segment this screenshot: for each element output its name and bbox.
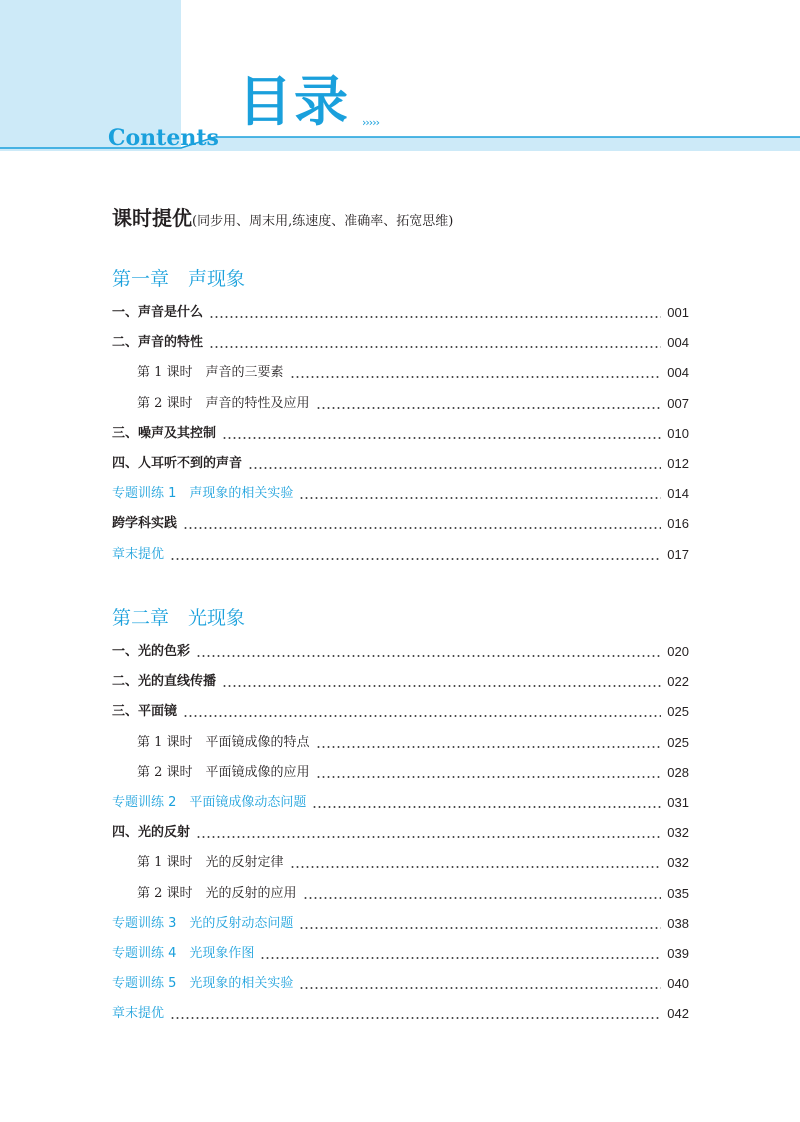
dot-leader <box>170 558 661 560</box>
dot-leader <box>248 467 661 469</box>
toc-entry[interactable] <box>137 850 689 872</box>
toc-page-number: 022 <box>667 674 689 690</box>
chapter-heading: 第二章 光现象 <box>112 607 246 629</box>
dot-leader <box>209 346 661 348</box>
toc-page-number: 025 <box>667 734 689 750</box>
toc-entry-label: 二、声音的特性 <box>112 335 204 351</box>
contents-label: Contents <box>108 125 219 151</box>
dot-leader <box>303 897 662 899</box>
toc-entry-label: 第 2 课时 平面镜成像的应用 <box>137 764 310 780</box>
toc-entry-label: 章末提优 <box>112 1006 165 1022</box>
toc-page-number: 012 <box>667 456 689 471</box>
toc-entry[interactable] <box>112 481 689 503</box>
dot-leader <box>316 407 662 409</box>
dot-leader <box>222 437 661 439</box>
toc-entry[interactable] <box>137 730 689 752</box>
toc-page-number: 042 <box>667 1006 689 1022</box>
dot-leader <box>299 987 661 989</box>
toc-entry-label: 第 1 课时 光的反射定律 <box>137 855 284 871</box>
toc-entry[interactable] <box>112 669 689 691</box>
toc-page-number: 004 <box>667 365 689 381</box>
toc-entry-label: 二、光的直线传播 <box>112 674 217 690</box>
toc-entry[interactable] <box>112 941 689 963</box>
toc-entry-label: 一、声音是什么 <box>112 305 204 320</box>
toc-entry[interactable] <box>112 1001 689 1023</box>
toc-entry-label: 四、光的反射 <box>112 825 191 841</box>
dot-leader <box>290 866 662 868</box>
toc-page-number: 001 <box>667 305 689 320</box>
toc-entry-label: 第 1 课时 平面镜成像的特点 <box>137 734 310 750</box>
toc-page-number: 016 <box>667 516 689 532</box>
dot-leader <box>290 376 662 378</box>
section-title-text: 课时提优 <box>112 206 192 230</box>
toc-page-number: 025 <box>667 704 689 720</box>
section-title <box>112 204 453 236</box>
dot-leader <box>196 655 661 657</box>
toc-entry-label: 第 2 课时 光的反射的应用 <box>137 885 297 901</box>
toc-entry-label: 第 1 课时 声音的三要素 <box>137 365 284 381</box>
toc-entry[interactable] <box>137 881 689 903</box>
toc-entry[interactable] <box>112 330 689 352</box>
toc-entry[interactable] <box>112 699 689 721</box>
toc-entry[interactable] <box>137 760 689 782</box>
toc-entry-label: 三、噪声及其控制 <box>112 425 217 441</box>
toc-entry[interactable] <box>112 511 689 533</box>
toc-page-number: 004 <box>667 335 689 351</box>
toc-page-number: 028 <box>667 764 689 780</box>
dot-leader <box>222 685 661 687</box>
toc-entry[interactable] <box>112 300 689 322</box>
dot-leader <box>196 836 661 838</box>
toc-entry-label: 第 2 课时 声音的特性及应用 <box>137 395 310 411</box>
dot-leader <box>299 927 661 929</box>
toc-page-number: 014 <box>667 486 689 502</box>
dot-leader <box>170 1017 661 1019</box>
toc-page-number: 017 <box>667 546 689 562</box>
toc-entry-label: 专题训练 4 光现象作图 <box>112 946 255 961</box>
dot-leader <box>316 746 662 748</box>
dot-leader <box>183 527 661 529</box>
toc-entry[interactable] <box>137 360 689 382</box>
toc-page-number: 032 <box>667 825 689 841</box>
chapter-heading: 第一章 声现象 <box>112 268 246 290</box>
toc-entry-label: 专题训练 5 光现象的相关实验 <box>112 976 294 992</box>
toc-entry-label: 三、平面镜 <box>112 704 178 720</box>
toc-entry-label: 四、人耳听不到的声音 <box>112 456 243 471</box>
toc-page-number: 039 <box>667 946 689 961</box>
dot-leader <box>316 776 662 778</box>
toc-page-number: 032 <box>667 855 689 871</box>
dot-leader <box>299 497 661 499</box>
toc-page-number: 010 <box>667 425 689 441</box>
toc-page-number: 007 <box>667 395 689 411</box>
dot-leader <box>183 715 661 717</box>
toc-entry-label: 专题训练 3 光的反射动态问题 <box>112 915 294 931</box>
toc-entry[interactable] <box>112 820 689 842</box>
toc-page-number: 020 <box>667 644 689 659</box>
chevron-arrows-icon: ››››› <box>362 116 379 129</box>
toc-entry[interactable] <box>112 790 689 812</box>
toc-entry-label: 一、光的色彩 <box>112 644 191 659</box>
section-subtitle: (同步用、周末用,练速度、准确率、拓宽思维) <box>192 214 454 229</box>
toc-entry[interactable] <box>112 421 689 443</box>
toc-entry[interactable] <box>112 639 689 661</box>
page-title: 目录 <box>238 70 350 133</box>
toc-page-number: 035 <box>667 885 689 901</box>
toc-entry-label: 跨学科实践 <box>112 516 178 532</box>
dot-leader <box>312 806 661 808</box>
dot-leader <box>260 957 661 959</box>
toc-entry[interactable] <box>112 451 689 473</box>
dot-leader <box>209 316 661 318</box>
toc-entry[interactable] <box>112 971 689 993</box>
toc-entry-label: 章末提优 <box>112 546 165 562</box>
toc-entry-label: 专题训练 1 声现象的相关实验 <box>112 486 294 502</box>
toc-entry[interactable] <box>112 542 689 564</box>
toc-page-number: 038 <box>667 915 689 931</box>
toc-entry-label: 专题训练 2 平面镜成像动态问题 <box>112 795 307 810</box>
toc-entry[interactable] <box>137 391 689 413</box>
toc-entry[interactable] <box>112 911 689 933</box>
toc-page-number: 040 <box>667 976 689 992</box>
toc-page-number: 031 <box>667 795 689 810</box>
